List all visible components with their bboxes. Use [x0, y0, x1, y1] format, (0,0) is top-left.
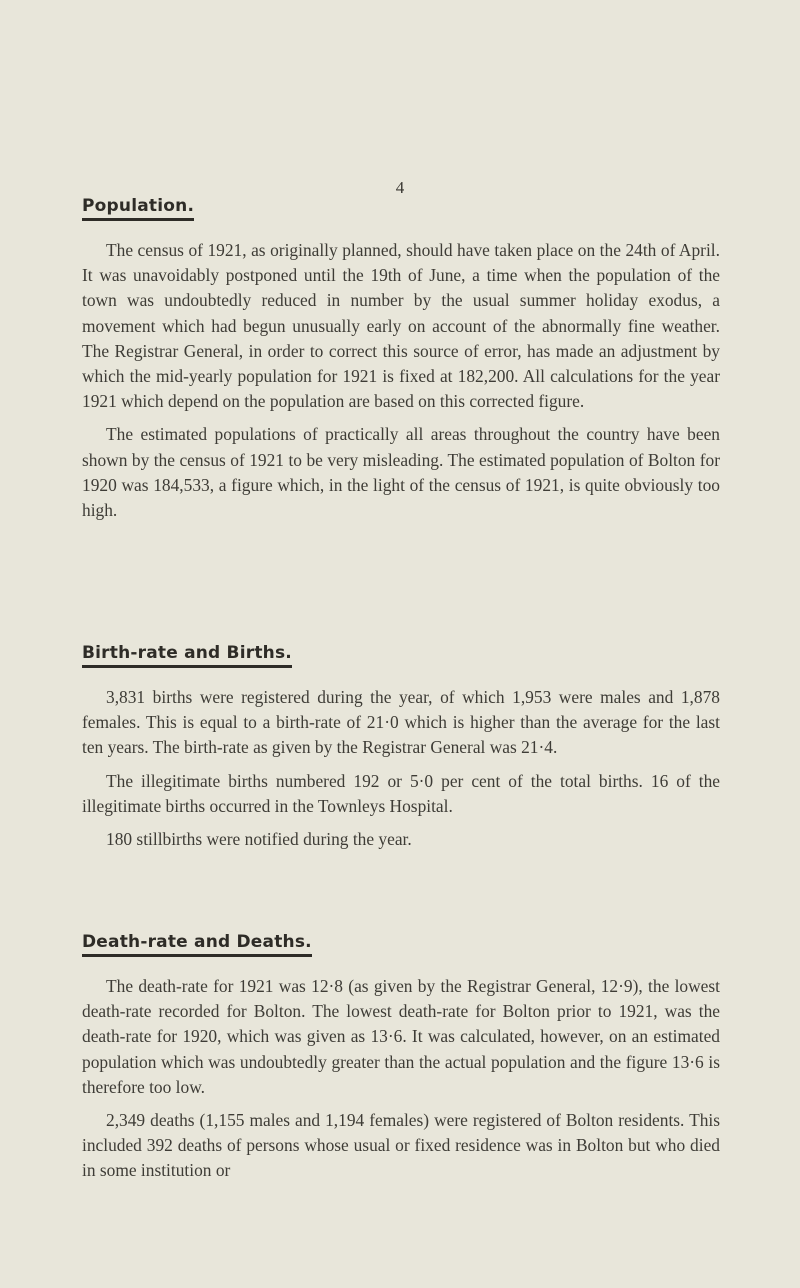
paragraph: 2,349 deaths (1,155 males and 1,194 females) were registered of Bolton residents. This included 392 deaths of persons whose usual or fixed residence was in Bolton but who died in some institution or — [82, 1110, 720, 1181]
paragraph: The illegitimate births numbered 192 or 5·0 per cent of the total births. 16 of the illegitimate births occurred in the Townleys Hospital. — [82, 770, 720, 816]
section-heading-death-rate: Death-rate and Deaths. — [82, 932, 312, 957]
section-heading-birth-rate: Birth-rate and Births. — [82, 643, 292, 668]
paragraph: The death-rate for 1921 was 12·8 (as given by the Registrar General, 12·9), the lowest death-rate recorded for Bolton. The lowest death-rate for Bolton prior to 1921, was the death-rate for 1920, which was given as 13·6. It was calculated, however, on an estimated population which was undoubtedly greater than the actual population and the figure 13·6 is therefore too low. — [82, 976, 720, 1097]
paragraph: 180 stillbirths were notified during the year. — [106, 829, 412, 850]
paragraph: The estimated populations of practically all areas throughout the country have been shown by the census of 1921 to be very misleading. The estimated population of Bolton for 1920 was 184,533, a figure which, in the light of the census of 1921, is quite obviously too high. — [82, 424, 720, 521]
section-birth-rate — [82, 643, 720, 852]
section-population — [82, 196, 720, 523]
page-number: 4 — [395, 178, 405, 197]
section-heading-population: Population. — [82, 196, 194, 221]
paragraph: The census of 1921, as originally planned, should have taken place on the 24th of April. It was unavoidably postponed until the 19th of June, a time when the population of the town was undoubtedly reduced in number by the usual summer holiday exodus, a movement which had begun unusually early on account of the abnormally fine weather. The Registrar General, in order to correct this source of error, has made an adjustment by which the mid-yearly population for 1921 is fixed at 182,200. All calculations for the year 1921 which depend on the population are based on this corrected figure. — [82, 240, 720, 412]
section-death-rate — [82, 932, 720, 1184]
paragraph: 3,831 births were registered during the year, of which 1,953 were males and 1,878 females. This is equal to a birth-rate of 21·0 which is higher than the average for the last ten years. The birth-rate as given by the Registrar General was 21·4. — [82, 687, 720, 758]
